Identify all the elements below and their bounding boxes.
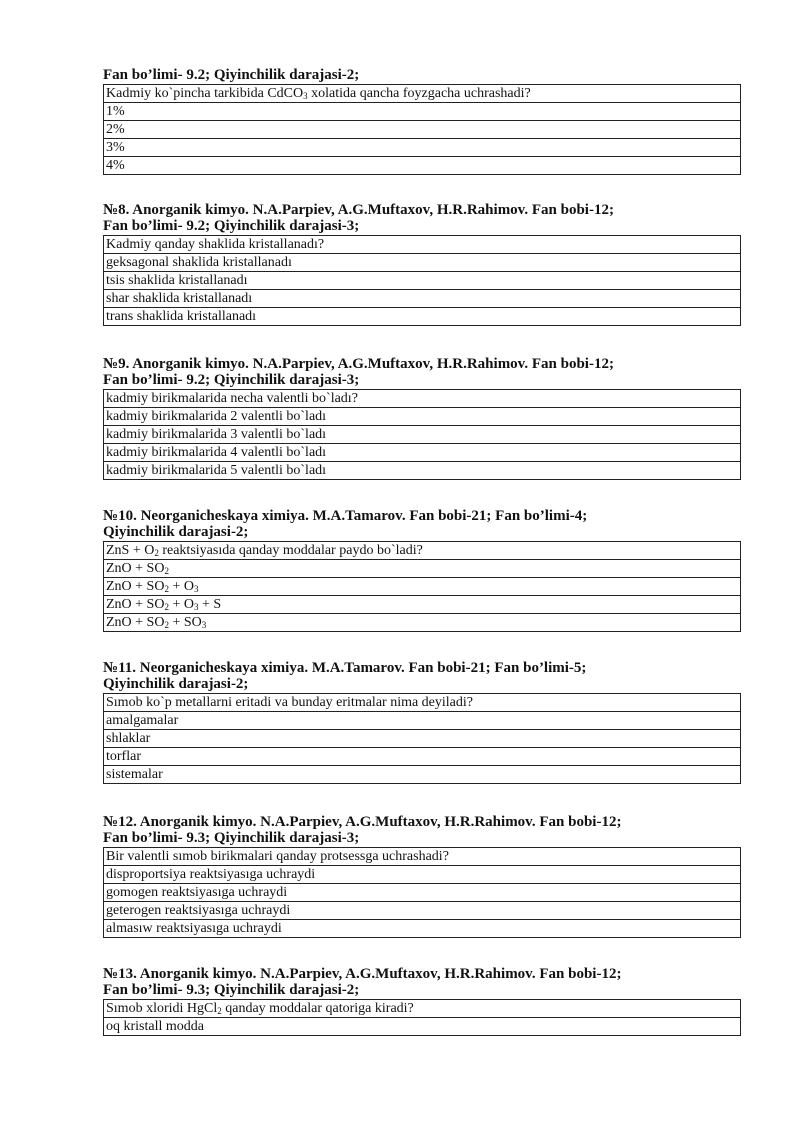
question-header-line: №9. Anorganik kimyo. N.A.Parpiev, A.G.Muftaxov, H.R.Rahimov. Fan bobi-12; — [103, 356, 614, 372]
question-row — [104, 390, 741, 408]
answer-option: almasıw reaktsiyasıga uchraydi — [104, 920, 741, 938]
question-row — [104, 1000, 741, 1018]
answer-option: kadmiy birikmalarida 5 valentli bo`ladı — [104, 462, 741, 480]
question-table — [103, 999, 741, 1036]
answer-option: ZnO + $SO_2 + O_3 + S$ — [104, 596, 741, 614]
answer-row — [104, 408, 741, 426]
answer-row — [104, 614, 741, 632]
answer-option: ZnO + $SO_2$ — [104, 560, 741, 578]
answer-row — [104, 290, 741, 308]
question-header-line: Qiyinchilik darajasi-2; — [103, 676, 249, 692]
question-table — [103, 235, 741, 326]
question-header-line: №11. Neorganicheskaya ximiya. M.A.Tamarov. Fan bobi-21; Fan bo’limi-5; — [103, 660, 587, 676]
answer-option: kadmiy birikmalarida 3 valentli bo`ladı — [104, 426, 741, 444]
question-table — [103, 847, 741, 938]
answer-row — [104, 139, 741, 157]
answer-row — [104, 1018, 741, 1036]
answer-row — [104, 578, 741, 596]
answer-row — [104, 596, 741, 614]
question-text: Kadmiy qanday shaklida kristallanadı? — [104, 236, 741, 254]
answer-row — [104, 426, 741, 444]
answer-option: shlaklar — [104, 730, 741, 748]
answer-option: geksagonal shaklida kristallanadı — [104, 254, 741, 272]
answer-option: trans shaklida kristallanadı — [104, 308, 741, 326]
answer-option: ZnO + $SO_2 + O_3$ — [104, 578, 741, 596]
question-text: kadmiy birikmalarida necha valentli bo`ladı? — [104, 390, 741, 408]
answer-row — [104, 712, 741, 730]
question-block-q8 — [103, 202, 741, 326]
answer-row — [104, 730, 741, 748]
answer-option: kadmiy birikmalarida 4 valentli bo`ladı — [104, 444, 741, 462]
question-table — [103, 693, 741, 784]
answer-option: sistemalar — [104, 766, 741, 784]
answer-option: shar shaklida kristallanadı — [104, 290, 741, 308]
question-row — [104, 848, 741, 866]
answer-option: 3% — [104, 139, 741, 157]
answer-option: kadmiy birikmalarida 2 valentli bo`ladı — [104, 408, 741, 426]
question-text: Bir valentli sımob birikmalari qanday protsessga uchrashadi? — [104, 848, 741, 866]
answer-option: torflar — [104, 748, 741, 766]
question-block-q13 — [103, 966, 741, 1036]
answer-option: amalgamalar — [104, 712, 741, 730]
question-row — [104, 694, 741, 712]
question-text: Kadmiy ko`pincha tarkibida CdCO$_3$ xolatida qancha foyzgacha uchrashadi? — [104, 85, 741, 103]
answer-option: ZnO + $SO_2 + SO_3$ — [104, 614, 741, 632]
question-text: Sımob ko`p metallarni eritadi va bunday eritmalar nima deyiladi? — [104, 694, 741, 712]
question-table — [103, 389, 741, 480]
answer-option: geterogen reaktsiyasıga uchraydi — [104, 902, 741, 920]
answer-row — [104, 121, 741, 139]
answer-row — [104, 462, 741, 480]
question-header-line: №8. Anorganik kimyo. N.A.Parpiev, A.G.Muftaxov, H.R.Rahimov. Fan bobi-12; — [103, 202, 614, 218]
question-block-q9 — [103, 356, 741, 480]
answer-row — [104, 254, 741, 272]
question-header-line: Fan bo’limi- 9.2; Qiyinchilik darajasi-2; — [103, 67, 360, 83]
question-header-line: №12. Anorganik kimyo. N.A.Parpiev, A.G.Muftaxov, H.R.Rahimov. Fan bobi-12; — [103, 814, 622, 830]
answer-row — [104, 103, 741, 121]
question-header-line: Fan bo’limi- 9.3; Qiyinchilik darajasi-3; — [103, 830, 360, 846]
answer-option: gomogen reaktsiyasıga uchraydi — [104, 884, 741, 902]
question-block-q7 — [103, 67, 741, 175]
question-block-q10 — [103, 508, 741, 632]
question-header-line: №13. Anorganik kimyo. N.A.Parpiev, A.G.Muftaxov, H.R.Rahimov. Fan bobi-12; — [103, 966, 622, 982]
question-row — [104, 85, 741, 103]
answer-row — [104, 902, 741, 920]
answer-option: 1% — [104, 103, 741, 121]
answer-row — [104, 272, 741, 290]
question-header-line: Qiyinchilik darajasi-2; — [103, 524, 249, 540]
question-row — [104, 542, 741, 560]
question-block-q11 — [103, 660, 741, 784]
answer-row — [104, 920, 741, 938]
answer-option: disproportsiya reaktsiyasıga uchraydi — [104, 866, 741, 884]
question-table — [103, 84, 741, 175]
answer-row — [104, 748, 741, 766]
answer-option: 4% — [104, 157, 741, 175]
question-header-line: №10. Neorganicheskaya ximiya. M.A.Tamarov. Fan bobi-21; Fan bo’limi-4; — [103, 508, 588, 524]
answer-row — [104, 884, 741, 902]
answer-row — [104, 560, 741, 578]
answer-row — [104, 308, 741, 326]
answer-option: oq kristall modda — [104, 1018, 741, 1036]
question-header-line: Fan bo’limi- 9.2; Qiyinchilik darajasi-3; — [103, 218, 360, 234]
answer-row — [104, 444, 741, 462]
question-row — [104, 236, 741, 254]
question-header-line: Fan bo’limi- 9.3; Qiyinchilik darajasi-2; — [103, 982, 360, 998]
answer-option: tsis shaklida kristallanadı — [104, 272, 741, 290]
answer-row — [104, 157, 741, 175]
question-header-line: Fan bo’limi- 9.2; Qiyinchilik darajasi-3; — [103, 372, 360, 388]
question-text: ZnS + $O_2$ reaktsiyasıda qanday moddalar paydo bo`ladi? — [104, 542, 741, 560]
question-block-q12 — [103, 814, 741, 938]
answer-row — [104, 866, 741, 884]
question-table — [103, 541, 741, 632]
answer-option: 2% — [104, 121, 741, 139]
question-text: Sımob xloridi HgCl$_2$ qanday moddalar qatoriga kiradi? — [104, 1000, 741, 1018]
answer-row — [104, 766, 741, 784]
